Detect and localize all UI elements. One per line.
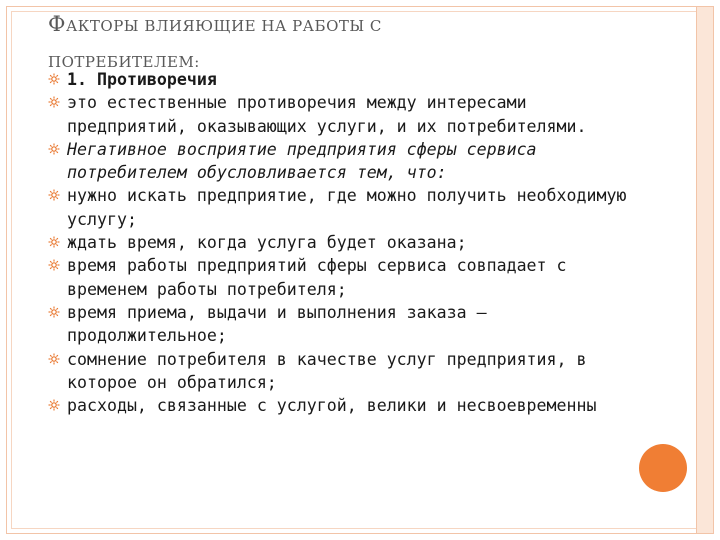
list-item: [48, 348, 638, 395]
list-item: [48, 138, 638, 185]
list-item-text: 1. Противоречия: [67, 70, 217, 89]
list-item: [48, 301, 638, 348]
list-item-text: время приема, выдачи и выполнения заказа – продолжительное;: [67, 302, 487, 346]
list-item-text: это естественные противоречия между интересами предприятий, оказывающих услуги, и их потребителями.: [67, 93, 587, 136]
list-item: [48, 231, 638, 254]
list-item: [48, 394, 638, 417]
bullet-list: [48, 68, 638, 417]
list-item-text: расходы, связанные с услугой, велики и несвоевременны: [67, 396, 597, 416]
sun-bullet-icon: [48, 73, 60, 85]
list-item: [48, 68, 638, 91]
sun-bullet-icon: [48, 143, 60, 155]
list-item: [48, 254, 638, 301]
sun-bullet-icon: [48, 353, 60, 365]
sun-bullet-icon: [48, 259, 60, 271]
title-first-letter: Ф: [48, 12, 66, 36]
sun-bullet-icon: [48, 306, 60, 318]
title-line2: ПОТРЕБИТЕЛЕМ:: [48, 53, 200, 71]
list-item-text: ждать время, когда услуга будет оказана;: [67, 233, 467, 253]
list-item-text: сомнение потребителя в качестве услуг предприятия, в которое он обратился;: [67, 349, 587, 392]
slide-side-band: [696, 7, 713, 533]
sun-bullet-icon: [48, 189, 60, 201]
sun-bullet-icon: [48, 399, 60, 411]
list-item-text: Негативное восприятие предприятия сферы сервиса потребителем обусловливается тем, что:: [67, 139, 537, 183]
list-item-text: время работы предприятий сферы сервиса совпадает с временем работы потребителя;: [67, 256, 567, 299]
list-item-text: нужно искать предприятие, где можно получить необходимую услугу;: [67, 186, 627, 229]
orange-circle-decoration: [639, 444, 687, 492]
sun-bullet-icon: [48, 96, 60, 108]
list-item: [48, 184, 638, 231]
list-item: [48, 91, 638, 138]
title-line1: АКТОРЫ ВЛИЯЮЩИЕ НА РАБОТЫ С: [65, 17, 382, 35]
sun-bullet-icon: [48, 236, 60, 248]
